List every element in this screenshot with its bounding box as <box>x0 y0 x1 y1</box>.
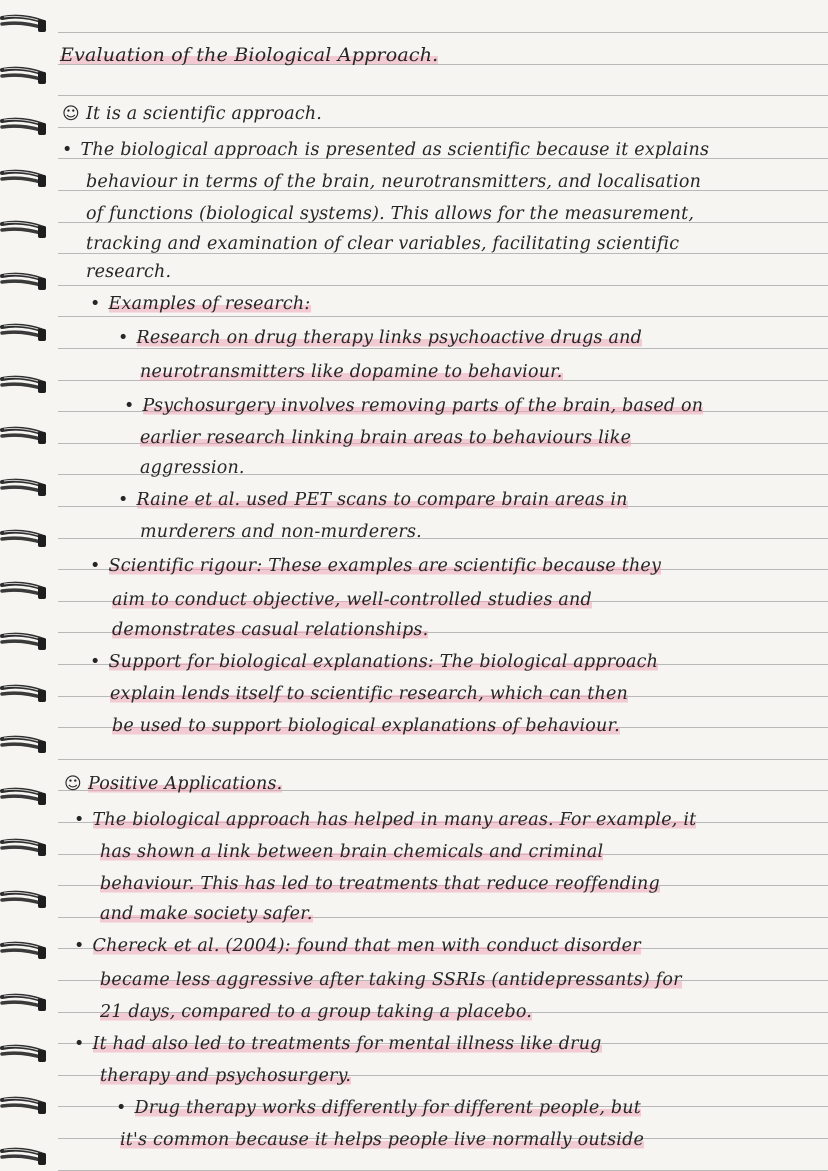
ruled-line <box>58 316 828 317</box>
text-line: • Examples of research: <box>90 294 311 314</box>
ruled-line <box>58 32 828 33</box>
spiral-ring-icon <box>0 167 52 193</box>
bullet-icon: • <box>74 810 85 830</box>
text-line: • Chereck et al. (2004): found that men with conduct disorder <box>74 936 641 956</box>
text-line: neurotransmitters like dopamine to behaviour. <box>140 362 563 382</box>
spiral-ring-icon <box>0 1145 52 1171</box>
text-line: demonstrates casual relationships. <box>112 620 429 640</box>
text-line: • Research on drug therapy links psychoactive drugs and <box>118 328 642 348</box>
text-line: research. <box>86 262 172 282</box>
spiral-ring-icon <box>0 321 52 347</box>
ruled-line <box>58 348 828 349</box>
bullet-icon: • <box>90 652 101 672</box>
ruled-line <box>58 95 828 96</box>
text-line: explain lends itself to scientific research, which can then <box>110 684 629 704</box>
spiral-ring-icon <box>0 733 52 759</box>
spiral-ring-icon <box>0 785 52 811</box>
spiral-ring-icon <box>0 836 52 862</box>
text-line: • It had also led to treatments for mental illness like drug <box>74 1034 602 1054</box>
bullet-icon: • <box>124 396 135 416</box>
section-heading <box>64 774 282 794</box>
text-line: • Raine et al. used PET scans to compare brain areas in <box>118 490 628 510</box>
text-line: behaviour in terms of the brain, neurotransmitters, and localisation <box>86 172 702 192</box>
bullet-icon: • <box>74 936 85 956</box>
spiral-ring-icon <box>0 888 52 914</box>
text-line: tracking and examination of clear variables, facilitating scientific <box>86 234 680 254</box>
spiral-ring-icon <box>0 64 52 90</box>
spiral-ring-icon <box>0 1042 52 1068</box>
spiral-ring-icon <box>0 682 52 708</box>
spiral-ring-icon <box>0 218 52 244</box>
text-line: aggression. <box>140 458 245 478</box>
text-line: murderers and non-murderers. <box>140 522 422 542</box>
spiral-ring-icon <box>0 270 52 296</box>
heading-text: Positive Applications. <box>87 774 283 794</box>
spiral-ring-icon <box>0 373 52 399</box>
spiral-ring-icon <box>0 476 52 502</box>
bullet-icon: • <box>62 140 73 160</box>
bullet-icon: • <box>116 1098 127 1118</box>
text-line: • Scientific rigour: These examples are scientific because they <box>90 556 662 576</box>
text-line: aim to conduct objective, well-controlled studies and <box>112 590 592 610</box>
bullet-icon: • <box>90 556 101 576</box>
text-line: • Psychosurgery involves removing parts of the brain, based on <box>124 396 704 416</box>
page-title: Evaluation of the Biological Approach. <box>60 44 439 66</box>
ruled-line <box>58 759 828 760</box>
text-line: be used to support biological explanations of behaviour. <box>112 716 620 736</box>
spiral-ring-icon <box>0 991 52 1017</box>
spiral-ring-icon <box>0 424 52 450</box>
text-line: earlier research linking brain areas to behaviours like <box>140 428 632 448</box>
spiral-ring-icon <box>0 939 52 965</box>
spiral-ring-icon <box>0 12 52 38</box>
text-line: 21 days, compared to a group taking a placebo. <box>100 1002 533 1022</box>
bullet-icon: • <box>118 328 129 348</box>
text-line: • The biological approach is presented as scientific because it explains <box>62 140 710 160</box>
text-line: therapy and psychosurgery. <box>100 1066 352 1086</box>
smiley-icon: ☺ <box>64 774 82 794</box>
smiley-icon: ☺ <box>62 104 80 124</box>
text-line: • Support for biological explanations: The biological approach <box>90 652 659 672</box>
bullet-icon: • <box>74 1034 85 1054</box>
text-line: became less aggressive after taking SSRIs (antidepressants) for <box>100 970 682 990</box>
text-line: • The biological approach has helped in many areas. For example, it <box>74 810 697 830</box>
bullet-icon: • <box>90 294 101 314</box>
heading-text: It is a scientific approach. <box>85 104 323 124</box>
spiral-ring-icon <box>0 579 52 605</box>
spiral-ring-icon <box>0 630 52 656</box>
text-line: it's common because it helps people live normally outside <box>120 1130 645 1150</box>
text-line: has shown a link between brain chemicals and criminal <box>100 842 604 862</box>
section-heading <box>62 104 322 124</box>
text-line: and make society safer. <box>100 904 313 924</box>
text-line: behaviour. This has led to treatments that reduce reoffending <box>100 874 660 894</box>
spiral-ring-icon <box>0 1094 52 1120</box>
spiral-ring-icon <box>0 115 52 141</box>
text-line: of functions (biological systems). This allows for the measurement, <box>86 204 695 224</box>
text-line: • Drug therapy works differently for different people, but <box>116 1098 642 1118</box>
spiral-ring-icon <box>0 527 52 553</box>
ruled-line <box>58 127 828 128</box>
bullet-icon: • <box>118 490 129 510</box>
ruled-line <box>58 285 828 286</box>
